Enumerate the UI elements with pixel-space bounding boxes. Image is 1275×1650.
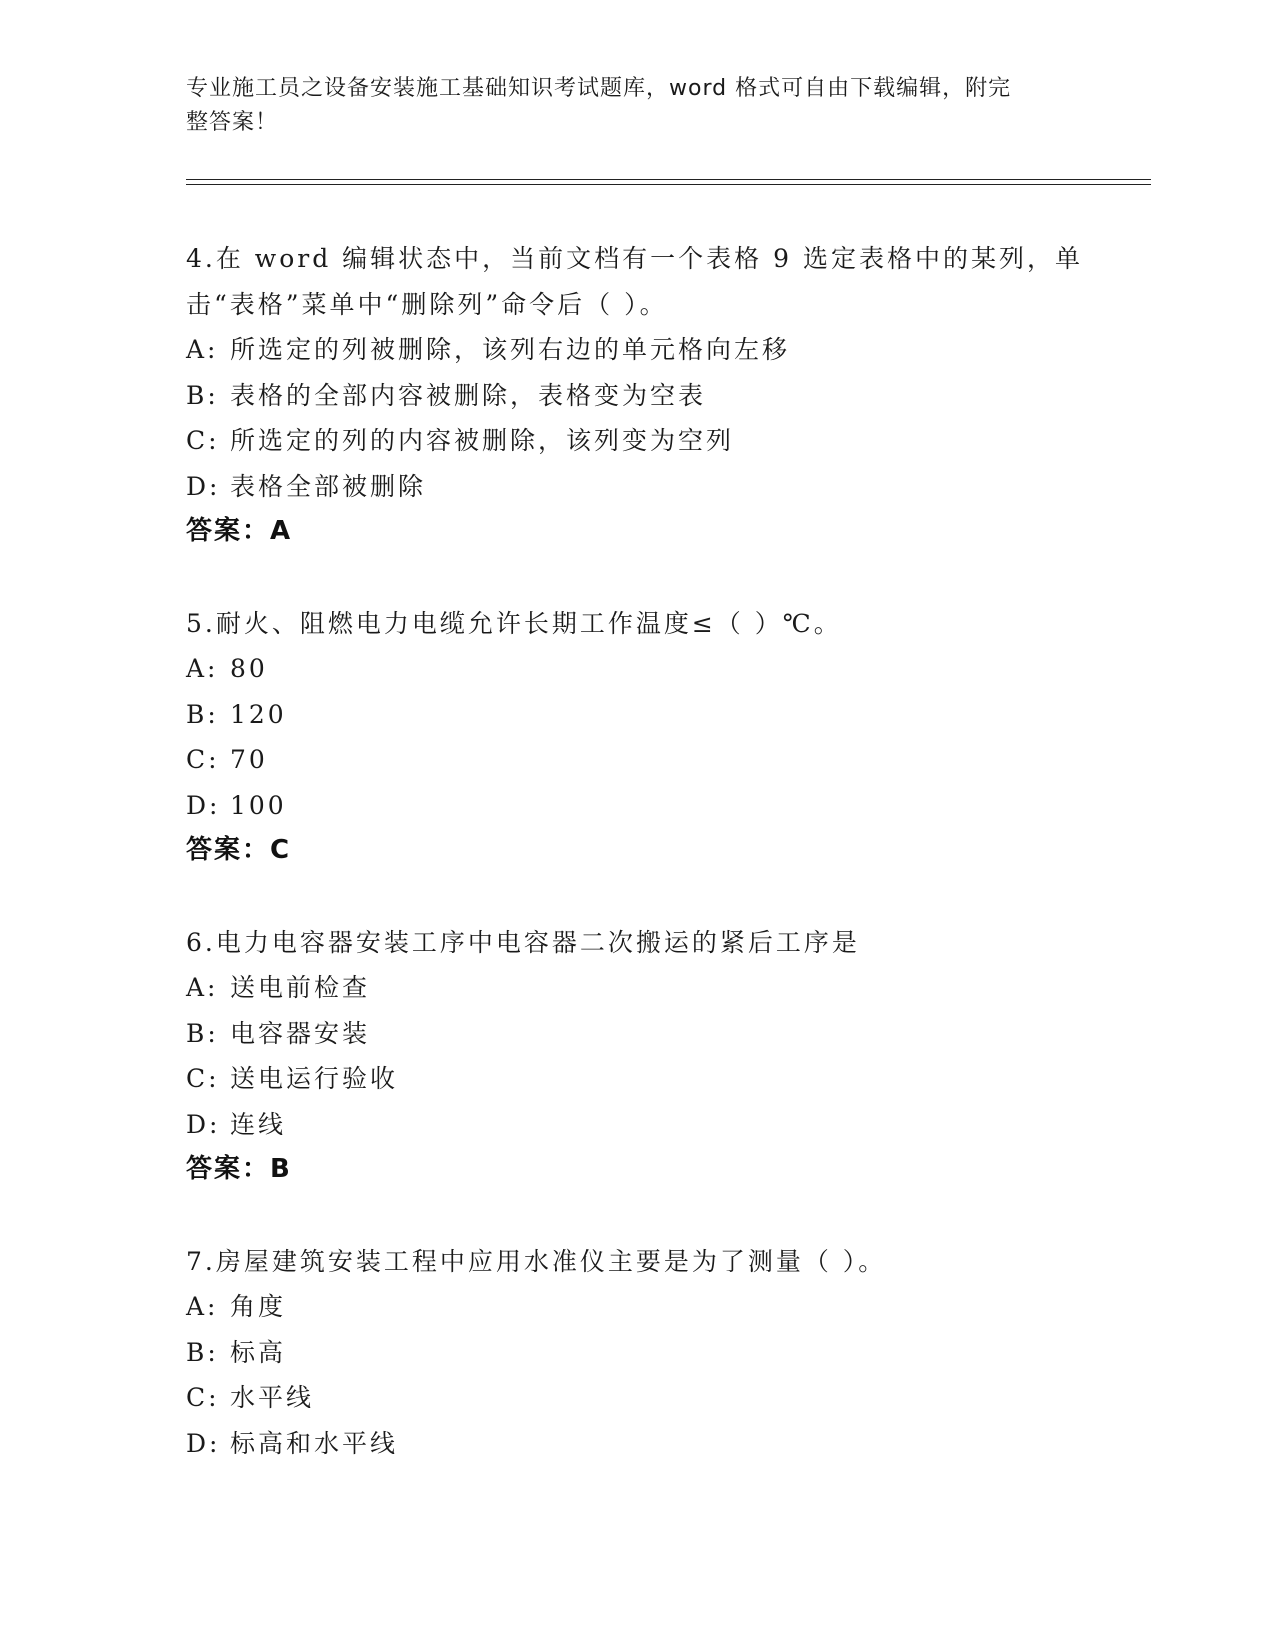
option-text: 80 [230,654,268,683]
question-stem-line: 击“表格”菜单中“删除列”命令后（ ）。 [186,289,668,319]
header-line-2: 整答案！ [186,110,279,135]
option-a [186,327,1086,373]
option-d [186,1421,1086,1467]
option-key: D: [186,471,221,501]
option-text: 电容器安装 [230,1018,371,1048]
question-6 [186,920,1086,1193]
option-text: 标高和水平线 [230,1428,399,1458]
option-key: C: [186,1383,220,1412]
option-key: D: [186,1109,221,1139]
option-b [186,1330,1086,1376]
option-key: A: [186,654,219,683]
question-4 [186,236,1086,555]
question-list [186,236,1086,1512]
header-line-1: 专业施工员之设备安装施工基础知识考试题库，word 格式可自由下载编辑，附完 [186,76,1012,101]
option-text: 所选定的列被删除，该列右边的单元格向左移 [230,335,791,364]
option-text: 所选定的列的内容被删除，该列变为空列 [230,426,735,455]
option-text: 100 [230,790,287,820]
option-c [186,418,1086,464]
option-text: 送电运行验收 [230,1064,399,1093]
option-a [186,1284,1086,1330]
answer-line: 答案：C [186,835,292,865]
option-key: C: [186,426,220,455]
option-key: A: [186,335,219,364]
question-stem [186,236,1086,327]
question-5 [186,601,1086,874]
option-text: 120 [230,699,287,729]
header-divider-top [186,179,1151,180]
option-d [186,1102,1086,1148]
option-c [186,737,1086,783]
option-d [186,464,1086,510]
question-stem-line: 7.房屋建筑安装工程中应用水准仪主要是为了测量（ ）。 [186,1246,887,1276]
question-stem [186,920,1086,966]
answer-line: 答案：B [186,1154,292,1184]
header-divider-bottom [186,184,1151,185]
question-7 [186,1239,1086,1467]
option-d [186,783,1086,829]
question-stem [186,601,1086,647]
question-stem-line: 5.耐火、阻燃电力电缆允许长期工作温度≤（ ）℃。 [186,608,842,638]
option-key: B: [186,380,219,410]
option-c [186,1056,1086,1102]
option-key: A: [186,973,219,1002]
option-b [186,692,1086,738]
document-header [186,72,1066,140]
option-key: C: [186,745,220,774]
option-text: 水平线 [230,1383,315,1412]
question-stem [186,1239,1086,1285]
option-key: B: [186,699,219,729]
option-text: 送电前检查 [230,973,371,1002]
option-b [186,1011,1086,1057]
option-text: 表格全部被删除 [230,471,427,501]
option-b [186,373,1086,419]
question-stem-line: 6.电力电容器安装工序中电容器二次搬运的紧后工序是 [186,927,860,957]
option-a [186,646,1086,692]
option-key: D: [186,1428,221,1458]
option-text: 70 [230,745,268,774]
option-key: B: [186,1018,219,1048]
option-c [186,1375,1086,1421]
option-key: C: [186,1064,220,1093]
option-key: A: [186,1292,219,1321]
option-a [186,965,1086,1011]
answer-line: 答案：A [186,516,293,546]
option-text: 角度 [230,1292,287,1321]
option-text: 标高 [230,1337,287,1367]
option-key: B: [186,1337,219,1367]
option-text: 连线 [230,1109,287,1139]
option-text: 表格的全部内容被删除，表格变为空表 [230,380,707,410]
option-key: D: [186,790,221,820]
question-stem-line: 4.在 word 编辑状态中，当前文档有一个表格 9 选定表格中的某列，单 [186,244,1083,273]
